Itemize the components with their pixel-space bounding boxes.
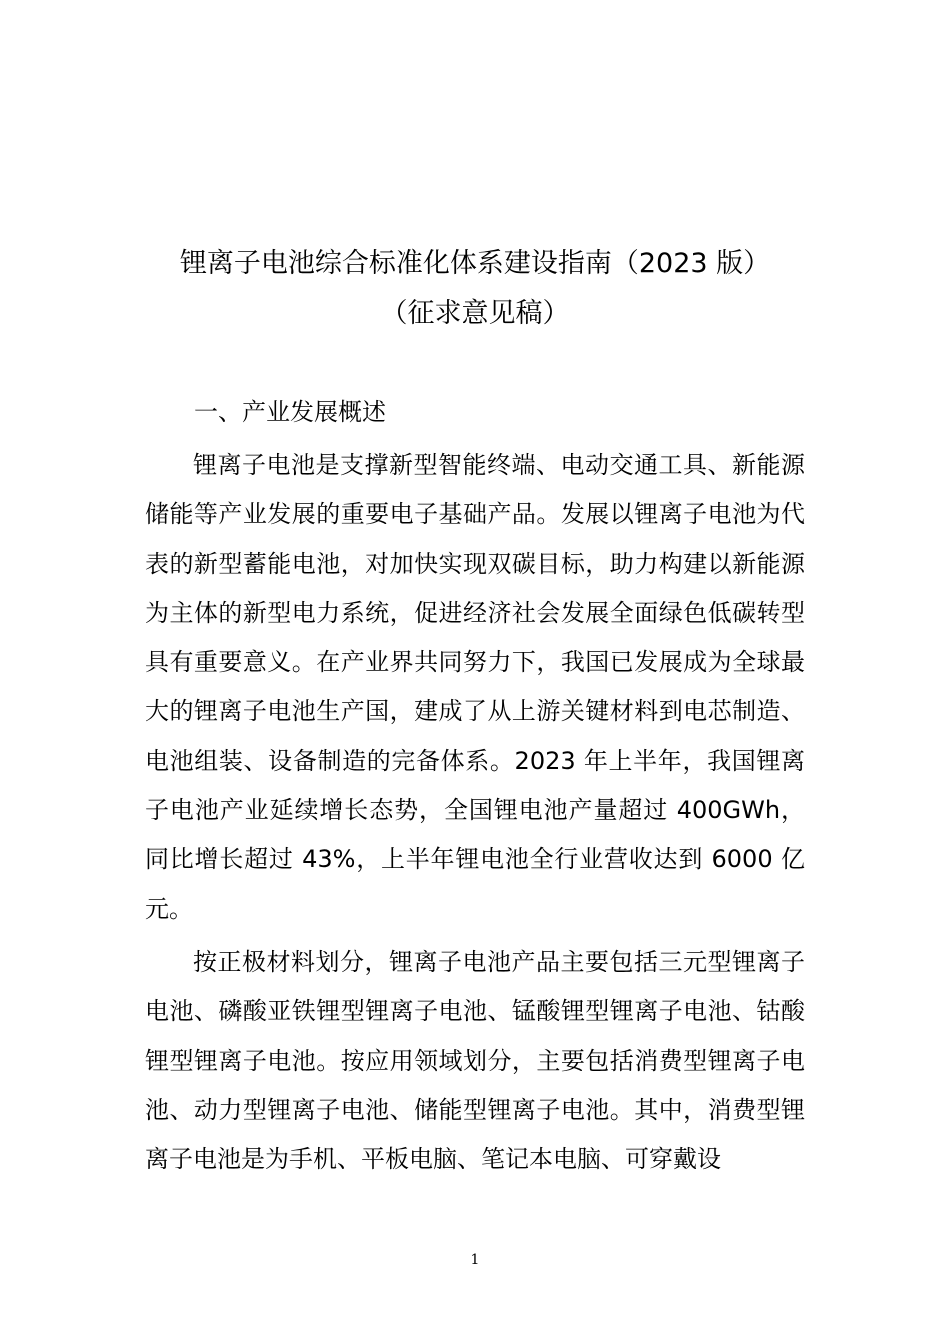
page-number: 1 xyxy=(470,1252,480,1268)
section-heading: 一、产业发展概述 xyxy=(194,398,386,426)
body-paragraph-2: 按正极材料划分，锂离子电池产品主要包括三元型锂离子电池、磷酸亚铁锂型锂离子电池、锰酸锂型锂离子电池、钴酸锂型锂离子电池。按应用领域划分，主要包括消费型锂离子电池、动力型锂离子电池、储能型锂离子电池。其中，消费型锂离子电池是为手机、平板电脑、笔记本电脑、可穿戴设 xyxy=(145,948,805,1174)
document-title: 锂离子电池综合标准化体系建设指南（2023 版） xyxy=(179,248,771,279)
body-paragraph-1: 锂离子电池是支撑新型智能终端、电动交通工具、新能源储能等产业发展的重要电子基础产品。发展以锂离子电池为代表的新型蓄能电池，对加快实现双碳目标，助力构建以新能源为主体的新型电力系统，促进经济社会发展全面绿色低碳转型具有重要意义。在产业界共同努力下，我国已发展成为全球最大的锂离子电池生产国，建成了从上游关键材料到电芯制造、电池组装、设备制造的完备体系。2023 年上半年，我国锂离子电池产业延续增长态势，全国锂电池产量超过 400GWh，同比增长超过 43%，上半年锂电池全行业营收达到 6000 亿元。 xyxy=(145,451,805,923)
document-subtitle: （征求意见稿） xyxy=(380,298,570,329)
